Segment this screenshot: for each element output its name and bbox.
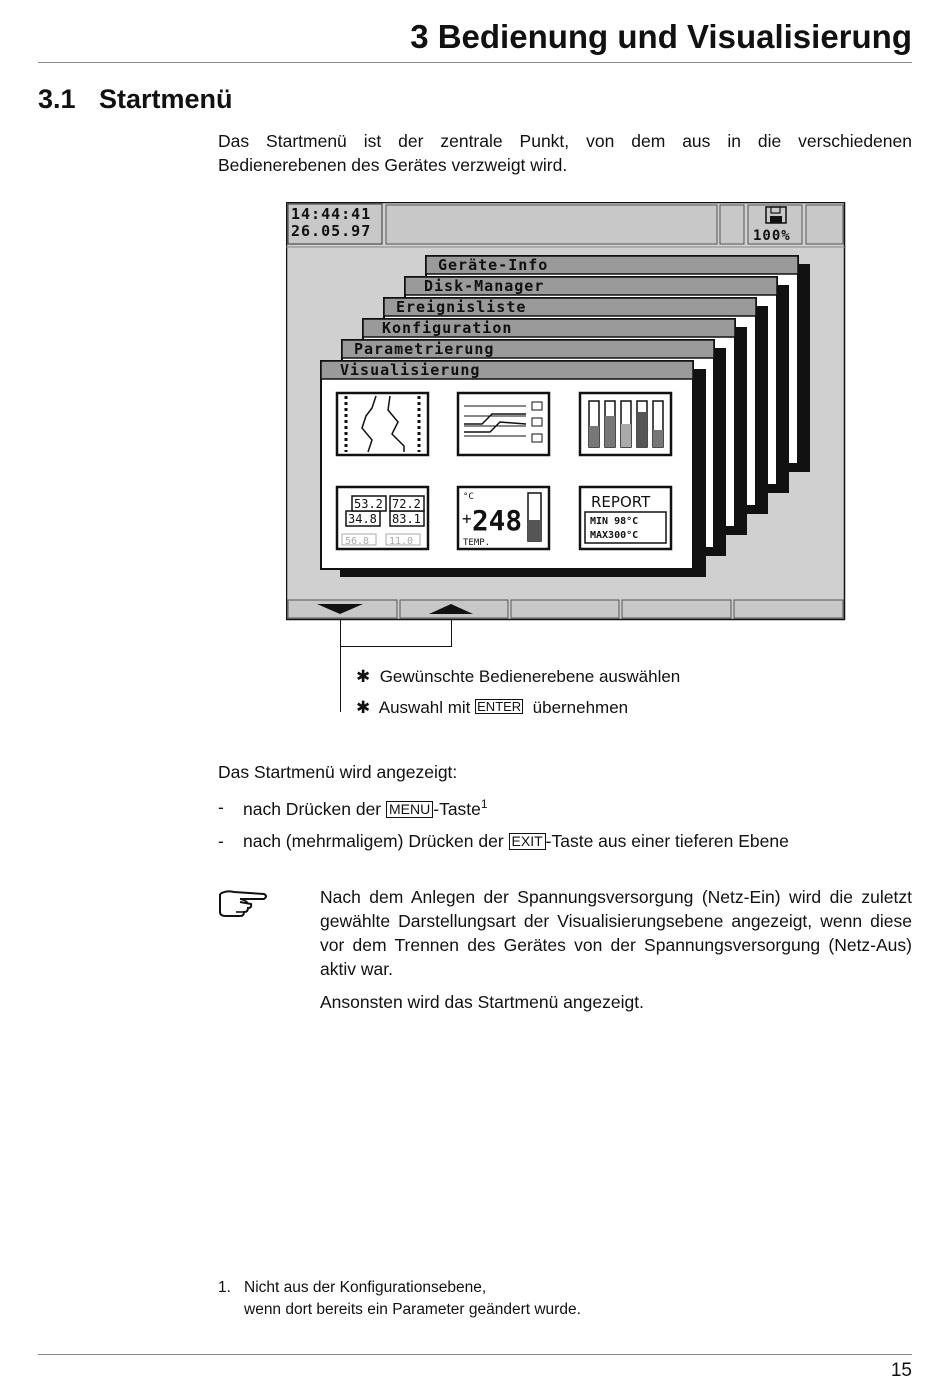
svg-text:56.8: 56.8 bbox=[345, 536, 370, 547]
screen-date: 26.05.97 bbox=[291, 222, 372, 240]
status-bar bbox=[288, 204, 843, 244]
svg-text:°C: °C bbox=[463, 492, 474, 502]
svg-text:Visualisierung: Visualisierung bbox=[340, 361, 481, 379]
footnote-line-2: wenn dort bereits ein Parameter geändert wurde. bbox=[244, 1301, 581, 1318]
shown-heading: Das Startmenü wird angezeigt: bbox=[218, 762, 458, 782]
svg-text:72.2: 72.2 bbox=[392, 497, 421, 511]
svg-text:Ereignisliste: Ereignisliste bbox=[396, 298, 527, 316]
softkey-bar bbox=[288, 600, 843, 618]
svg-text:REPORT: REPORT bbox=[591, 493, 651, 511]
svg-text:+: + bbox=[462, 509, 472, 528]
chapter-title: 3 Bedienung und Visualisierung bbox=[410, 18, 912, 55]
svg-text:83.1: 83.1 bbox=[392, 512, 421, 526]
callout-connector-vertical bbox=[451, 620, 452, 647]
shown-item-1: nach Drücken der MENU -Taste$^1$ bbox=[243, 797, 488, 819]
memory-percent: 100% bbox=[753, 228, 791, 244]
svg-text:248: 248 bbox=[472, 504, 522, 537]
footnote-mark: 1 bbox=[480, 797, 488, 811]
footnote-number: 1. bbox=[218, 1279, 231, 1296]
callout-bullet-2 bbox=[356, 697, 628, 719]
report-icon[interactable] bbox=[580, 487, 671, 549]
callout-line bbox=[340, 620, 341, 712]
svg-text:Disk-Manager: Disk-Manager bbox=[424, 277, 545, 295]
svg-text:Parametrierung: Parametrierung bbox=[354, 340, 495, 358]
dash-marker: - bbox=[218, 797, 224, 817]
svg-text:MAX300°C: MAX300°C bbox=[590, 530, 639, 541]
footer-rule bbox=[38, 1354, 912, 1355]
pointing-hand-icon bbox=[218, 886, 270, 918]
bar-graph-icon[interactable] bbox=[580, 393, 671, 455]
header-rule bbox=[38, 62, 912, 63]
intro-paragraph: Das Startmenü ist der zentrale Punkt, von dem aus in die verschiedenen Bedienerebenen des Gerätes verzweigt wird. bbox=[218, 131, 912, 175]
asterisk-icon: ✱ bbox=[356, 698, 371, 717]
section-number: 3.1 bbox=[38, 84, 76, 114]
curve-view-icon[interactable] bbox=[337, 393, 428, 455]
note-paragraph-1: Nach dem Anlegen der Spannungsversorgung (Netz-Ein) wird die zuletzt gewählte Darstellungsart der Visualisierungsebene angezeigt, wenn diese vor dem Trennen des Gerätes von der Spannungsversorgung (Netz-Aus) aktiv war. bbox=[320, 887, 912, 979]
screen-time: 14:44:41 bbox=[291, 205, 372, 223]
footnote bbox=[218, 1277, 912, 1321]
svg-text:Konfiguration: Konfiguration bbox=[382, 319, 513, 337]
section-title: Startmenü bbox=[99, 84, 233, 114]
asterisk-icon: ✱ bbox=[356, 667, 371, 686]
note-paragraph-2: Ansonsten wird das Startmenü angezeigt. bbox=[320, 992, 644, 1012]
callout-bullet-1 bbox=[356, 666, 680, 688]
svg-text:TEMP.: TEMP. bbox=[463, 538, 491, 548]
dash-marker: - bbox=[218, 831, 224, 851]
exit-key: EXIT bbox=[509, 833, 546, 850]
menu-visualisierung[interactable] bbox=[321, 361, 706, 577]
trend-window-icon[interactable] bbox=[458, 393, 549, 455]
callout-text-2b: übernehmen bbox=[532, 698, 629, 717]
svg-text:Geräte-Info: Geräte-Info bbox=[438, 256, 549, 274]
footnote-line-1: Nicht aus der Konfigurationsebene, bbox=[244, 1279, 487, 1296]
callout-connector bbox=[340, 646, 452, 647]
menu-key: MENU bbox=[386, 801, 433, 818]
svg-text:11.0: 11.0 bbox=[389, 536, 414, 547]
page-number: 15 bbox=[890, 1360, 912, 1381]
callout-text-1: Gewünschte Bedienerebene auswählen bbox=[379, 667, 681, 686]
device-screen bbox=[286, 202, 846, 622]
svg-text:53.2: 53.2 bbox=[354, 497, 383, 511]
big-number-icon[interactable] bbox=[458, 487, 549, 549]
shown-item-2: nach (mehrmaligem) Drücken der EXIT -Taste aus einer tieferen Ebene bbox=[243, 831, 789, 851]
digital-values-icon[interactable] bbox=[337, 487, 428, 549]
callout-text-2a: Auswahl mit bbox=[378, 698, 471, 717]
svg-text:MIN 98°C: MIN 98°C bbox=[590, 516, 639, 527]
svg-text:34.8: 34.8 bbox=[348, 512, 377, 526]
enter-key: ENTER bbox=[477, 699, 522, 714]
